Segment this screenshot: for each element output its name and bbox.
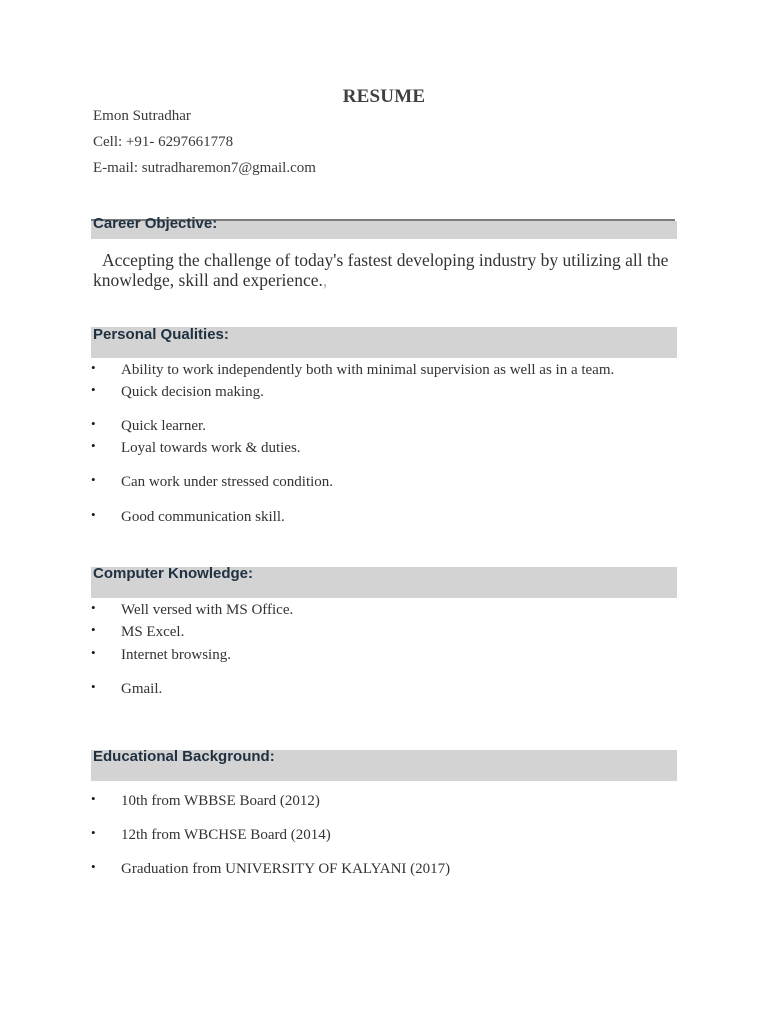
list-item-text: MS Excel. bbox=[121, 624, 185, 640]
bullet-icon: • bbox=[91, 438, 96, 453]
career-objective-body: Accepting the challenge of today's fastest developing industry by utilizing all the knowledge, skill and experience. bbox=[93, 250, 669, 290]
list-item-text: Loyal towards work & duties. bbox=[121, 440, 301, 456]
list-item-text: 10th from WBBSE Board (2012) bbox=[121, 793, 320, 809]
career-objective-heading: Career Objective: bbox=[93, 215, 218, 232]
list-item-text: Good communication skill. bbox=[121, 509, 285, 525]
list-item-text: Well versed with MS Office. bbox=[121, 602, 294, 618]
list-item-text: Gmail. bbox=[121, 681, 163, 697]
bullet-icon: • bbox=[91, 472, 96, 487]
bullet-icon: • bbox=[91, 382, 96, 397]
computer-knowledge-heading: Computer Knowledge: bbox=[93, 565, 253, 582]
bullet-icon: • bbox=[91, 622, 96, 637]
list-item-text: Ability to work independently both with minimal supervision as well as in a team. bbox=[121, 362, 615, 378]
career-objective-trailing-mark: , bbox=[322, 270, 328, 290]
educational-background-heading: Educational Background: bbox=[93, 748, 275, 765]
bullet-icon: • bbox=[91, 360, 96, 375]
contact-cell: Cell: +91- 6297661778 bbox=[93, 134, 234, 150]
list-item-text: Internet browsing. bbox=[121, 647, 231, 663]
bullet-icon: • bbox=[91, 825, 96, 840]
list-item-text: Quick decision making. bbox=[121, 384, 264, 400]
bullet-icon: • bbox=[91, 507, 96, 522]
list-item-text: Can work under stressed condition. bbox=[121, 474, 334, 490]
contact-name: Emon Sutradhar bbox=[93, 108, 191, 124]
list-item-text: Graduation from UNIVERSITY OF KALYANI (2017) bbox=[121, 861, 451, 877]
career-objective-text bbox=[93, 250, 673, 290]
list-item-text: 12th from WBCHSE Board (2014) bbox=[121, 827, 331, 843]
resume-title: RESUME bbox=[342, 86, 426, 107]
contact-email: E-mail: sutradharemon7@gmail.com bbox=[93, 160, 316, 176]
bullet-icon: • bbox=[91, 859, 96, 874]
bullet-icon: • bbox=[91, 791, 96, 806]
bullet-icon: • bbox=[91, 645, 96, 660]
personal-qualities-heading: Personal Qualities: bbox=[93, 326, 229, 343]
bullet-icon: • bbox=[91, 679, 96, 694]
bullet-icon: • bbox=[91, 600, 96, 615]
list-item-text: Quick learner. bbox=[121, 418, 206, 434]
bullet-icon: • bbox=[91, 416, 96, 431]
